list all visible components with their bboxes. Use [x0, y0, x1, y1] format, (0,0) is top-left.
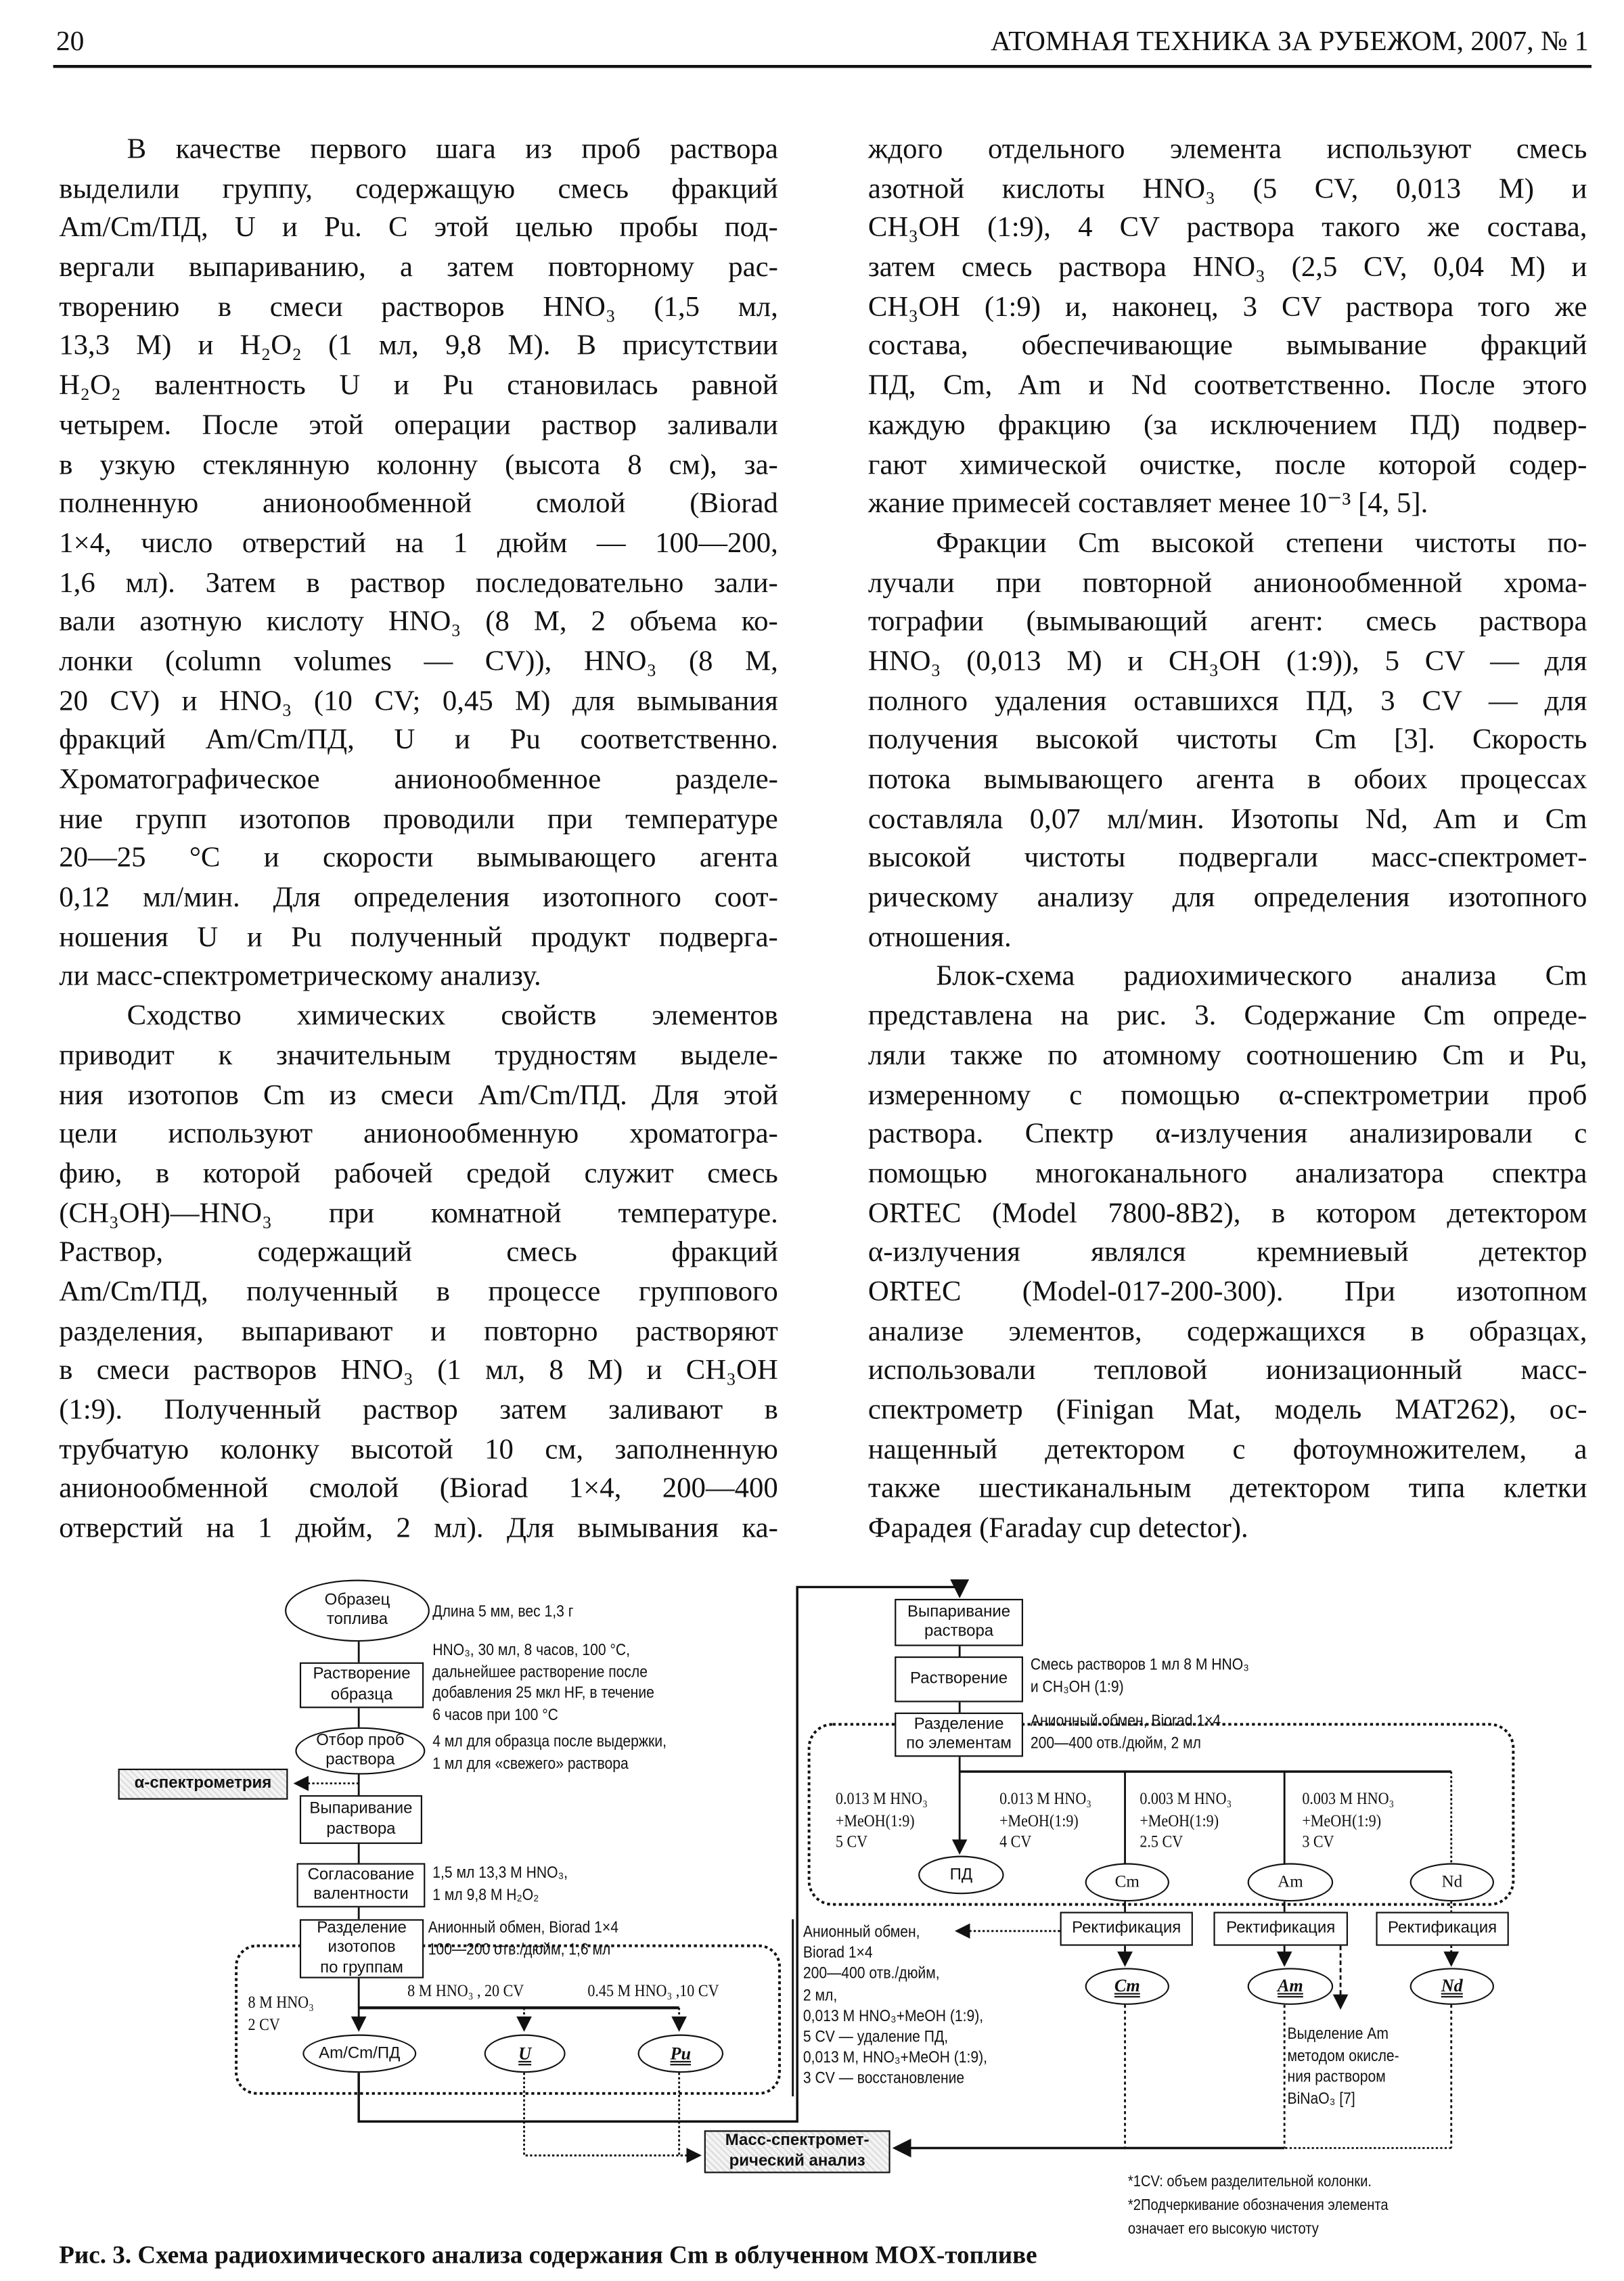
text-line: спектрометр (Finigan Mat, модель MAT262), ос-	[867, 1395, 1587, 1426]
text-line: измеренному с помощью α-спектрометрии проб	[867, 1079, 1587, 1111]
text-line: ношения U и Pu полученный продукт подверга-	[59, 922, 778, 953]
text-line: вали азотную кислоту HNO₃ (8 М, 2 объема ко-	[59, 607, 778, 639]
eluent-label-amcm: 8 M HNO₃ 2 CV	[248, 1994, 314, 2034]
group-pu-node: Pu	[638, 2035, 724, 2073]
text-line: ние групп изотопов проводили при температуре	[59, 804, 778, 836]
text-line: фракций Am/Cm/ПД, U и Pu соответственно.	[59, 725, 778, 756]
text-line: HNO₃ (0,013 М) и CH₃OH (1:9)), 5 CV — для	[867, 646, 1587, 678]
text-line: Блок-схема радиохимического анализа Cm	[936, 962, 1587, 993]
text-line: фию, в которой рабочей средой служит смесь	[59, 1158, 778, 1190]
text-line: 20—25 °С и скорости вымывающего агента	[59, 843, 778, 875]
text-line: раствора. Спектр α-излучения анализировали с	[867, 1119, 1587, 1151]
eluent-label-u: 8 M HNO₃ , 20 CV	[407, 1983, 524, 2001]
text-line: лучали при повторной анионообменной хрома-	[867, 568, 1587, 599]
text-line: помощью многоканального анализатора спектра	[867, 1158, 1587, 1190]
rectification-am-node: Ректификация	[1213, 1912, 1348, 1945]
sampling-node: Отбор проб раствора	[295, 1727, 425, 1775]
text-line: четырем. После этой операции раствор заливали	[59, 410, 778, 441]
text-line: CH₃OH (1:9), 4 CV раствора такого же состава,	[867, 212, 1587, 244]
text-line: нащенный детектором с фотоумножителем, а	[867, 1435, 1587, 1466]
eluent-am: 0.003 M HNO₃ +MeOH(1:9) 2.5 CV	[1140, 1790, 1232, 1851]
group-amcmpd-node: Am/Cm/ПД	[302, 2035, 416, 2073]
valence-node: Согласование валентности	[297, 1863, 426, 1907]
fraction-pd-node: ПД	[918, 1856, 1004, 1895]
text-line: отношения.	[867, 922, 1012, 953]
text-line: состава, обеспечивающие вымывание фракций	[867, 331, 1587, 363]
text-line: Фарадея (Faraday cup detector).	[867, 1513, 1248, 1545]
text-line: трубчатую колонку высотой 10 см, заполненную	[59, 1435, 778, 1466]
eluent-nd: 0.003 M HNO₃ +MeOH(1:9) 3 CV	[1302, 1790, 1395, 1851]
text-line: 13,3 М) и H₂O₂ (1 мл, 9,8 М). В присутствии	[59, 331, 778, 363]
text-line: потока вымывающего агента в обоих процессах	[867, 765, 1587, 796]
text-line: полного удаления оставшихся ПД, 3 CV — для	[867, 685, 1587, 717]
group-separation-node: Разделение изотопов по группам	[300, 1919, 424, 1978]
group-u-node: U	[484, 2035, 566, 2073]
text-line: 0,12 мл/мин. Для определения изотопного соот-	[59, 882, 778, 914]
text-line: тографии (вымывающий агент: смесь раствора	[867, 607, 1587, 639]
sample-note: Длина 5 мм, вес 1,3 г	[432, 1603, 574, 1621]
journal-header: АТОМНАЯ ТЕХНИКА ЗА РУБЕЖОМ, 2007, № 1	[990, 26, 1589, 58]
rectification-note: Анионный обмен, Biorad 1×4 200—400 отв./дюйм, 2 мл, 0,013 М HNO₃+MeOH (1:9), 5 CV — удаление ПД, 0,013 М, HNO₃+MeOH (1:9), 3 CV — восстановление	[803, 1923, 987, 2088]
text-line: также шестиканальным детектором типа клетки	[867, 1474, 1587, 1506]
text-line: составляла 0,07 мл/мин. Изотопы Nd, Am и Cm	[867, 804, 1587, 836]
text-line: каждую фракцию (за исключением ПД) подвер-	[867, 410, 1587, 441]
text-line: в узкую стеклянную колонну (высота 8 см), за-	[59, 449, 778, 481]
text-line: Хроматографическое анионообменное разделе-	[59, 765, 778, 796]
pure-cm-node: Cm	[1085, 1968, 1169, 2005]
text-line: Фракции Cm высокой степени чистоты по-	[936, 528, 1587, 560]
text-line: (CH₃OH)—HNO₃ при комнатной температуре.	[59, 1198, 778, 1229]
fraction-am-node: Am	[1248, 1863, 1334, 1901]
text-line: ПД, Cm, Am и Nd соответственно. После этого	[867, 370, 1587, 402]
text-line: выделили группу, содержащую смесь фракций	[59, 173, 778, 205]
eluent-cm: 0.013 M HNO₃ +MeOH(1:9) 4 CV	[999, 1790, 1091, 1851]
text-line: отверстий на 1 дюйм, 2 мл). Для вымывания ка-	[59, 1513, 778, 1545]
page-number: 20	[55, 26, 85, 58]
text-line: использовали тепловой ионизационный масс-	[867, 1355, 1587, 1387]
figure-caption: Рис. 3. Схема радиохимического анализа содержания Cm в облученном MOX-топливе	[59, 2240, 1037, 2269]
text-line: 1,6 мл). Затем в раствор последовательно зали-	[59, 568, 778, 599]
text-line: ORTEC (Model-017-200-300). При изотопном	[867, 1277, 1587, 1308]
text-line: затем смесь раствора HNO₃ (2,5 CV, 0,04 М) и	[867, 252, 1587, 284]
fraction-cm-node: Cm	[1085, 1863, 1169, 1901]
mass-spectrometry-node: Масс-спектромет- рический анализ	[704, 2130, 890, 2173]
text-line: ORTEC (Model 7800-8B2), в котором детектором	[867, 1198, 1587, 1229]
text-line: высокой чистоты подвергали масс-спектромет-	[867, 843, 1587, 875]
text-line: ния изотопов Cm из смеси Am/Cm/ПД. Для этой	[59, 1079, 778, 1111]
element-separation-node: Разделение по элементам	[895, 1713, 1023, 1757]
eluent-label-pu: 0.45 M HNO₃ ,10 CV	[587, 1983, 719, 2001]
text-line: анализе элементов, содержащихся в образцах,	[867, 1316, 1587, 1348]
fuel-sample-node: Образец топлива	[285, 1580, 430, 1642]
group-separation-note: Анионный обмен, Biorad 1×4 100—200 отв./дюйм, 1,6 мл	[428, 1919, 618, 1959]
text-line: CH₃OH (1:9) и, наконец, 3 CV раствора того же	[867, 292, 1587, 323]
text-line: жание примесей составляет менее 10⁻³ [4, 5].	[867, 489, 1428, 520]
text-line: получения высокой чистоты Cm [3]. Скорость	[867, 725, 1587, 756]
text-line: Раствор, содержащий смесь фракций	[59, 1237, 778, 1269]
text-line: В качестве первого шага из проб раствора	[127, 134, 778, 166]
text-line: творению в смеси растворов HNO₃ (1,5 мл,	[59, 292, 778, 323]
evaporation-node: Выпаривание раствора	[300, 1795, 422, 1844]
eluent-pd: 0.013 M HNO₃ +MeOH(1:9) 5 CV	[835, 1790, 928, 1851]
text-line: Am/Cm/ПД, полученный в процессе группового	[59, 1277, 778, 1308]
text-line: Сходство химических свойств элементов	[127, 1001, 778, 1033]
am-separation-note: Выделение Am методом окисле- ния раствором BiNaO₃ [7]	[1287, 2025, 1399, 2108]
fraction-nd-node: Nd	[1410, 1863, 1494, 1901]
text-line: полненную анионообменной смолой (Biorad	[59, 489, 778, 520]
alpha-spectrometry-node: α-спектрометрия	[118, 1769, 288, 1800]
rectification-nd-node: Ректификация	[1376, 1912, 1508, 1945]
text-line: ли масс-спектрометрическому анализу.	[59, 962, 541, 993]
text-line: цели используют анионообменную хроматогра-	[59, 1119, 778, 1151]
text-line: анионообменной смолой (Biorad 1×4, 200—400	[59, 1474, 778, 1506]
text-line: гают химической очистке, после которой содер-	[867, 449, 1587, 481]
rectification-cm-node: Ректификация	[1060, 1912, 1193, 1945]
text-line: 20 CV) и HNO₃ (10 CV; 0,45 М) для вымывания	[59, 685, 778, 717]
dissolve-sample-node: Растворение образца	[300, 1663, 424, 1709]
dissolve-note: HNO₃, 30 мл, 8 часов, 100 °С, дальнейшее растворение после добавления 25 мкл HF, в течение 6 часов при 100 °С	[432, 1642, 654, 1724]
footnotes: *1CV: объем разделительной колонки. *2Подчеркивание обозначения элемента означает его высокую чистоту	[1127, 2173, 1389, 2238]
element-separation-note: Анионный обмен, Biorad 1×4 200—400 отв./дюйм, 2 мл	[1030, 1712, 1221, 1752]
text-line: H₂O₂ валентность U и Pu становилась равной	[59, 370, 778, 402]
text-line: рическому анализу для определения изотопного	[867, 882, 1587, 914]
text-line: азотной кислоты HNO₃ (5 CV, 0,013 М) и	[867, 173, 1587, 205]
redissolve-node: Растворение	[895, 1656, 1023, 1702]
text-line: ляли также по атомному соотношению Cm и Pu,	[867, 1040, 1587, 1072]
text-line: α-излучения являлся кремниевый детектор	[867, 1237, 1587, 1269]
text-line: (1:9). Полученный раствор затем заливают в	[59, 1395, 778, 1426]
text-line: приводит к значительным трудностям выделе-	[59, 1040, 778, 1072]
pure-am-node: Am	[1248, 1968, 1334, 2005]
text-line: ждого отдельного элемента используют смесь	[867, 134, 1587, 166]
text-line: Am/Cm/ПД, U и Pu. С этой целью пробы под-	[59, 212, 778, 244]
redissolve-note: Смесь растворов 1 мл 8 М HNO₃ и CH₃OH (1:9)	[1030, 1656, 1249, 1696]
evaporation-2-node: Выпаривание раствора	[895, 1599, 1023, 1646]
valence-note: 1,5 мл 13,3 М HNO₃, 1 мл 9,8 М H₂O₂	[432, 1864, 568, 1904]
text-line: в смеси растворов HNO₃ (1 мл, 8 М) и CH₃OH	[59, 1355, 778, 1387]
text-line: вергали выпариванию, а затем повторному рас-	[59, 252, 778, 284]
text-line: 1×4, число отверстий на 1 дюйм — 100—200,	[59, 528, 778, 560]
text-line: разделения, выпаривают и повторно растворяют	[59, 1316, 778, 1348]
text-line: представлена на рис. 3. Содержание Cm опреде-	[867, 1001, 1587, 1033]
text-line: лонки (column volumes — CV)), HNO₃ (8 М,	[59, 646, 778, 678]
pure-nd-node: Nd	[1410, 1968, 1494, 2005]
sampling-note: 4 мл для образца после выдержки, 1 мл для «свежего» раствора	[432, 1733, 667, 1773]
